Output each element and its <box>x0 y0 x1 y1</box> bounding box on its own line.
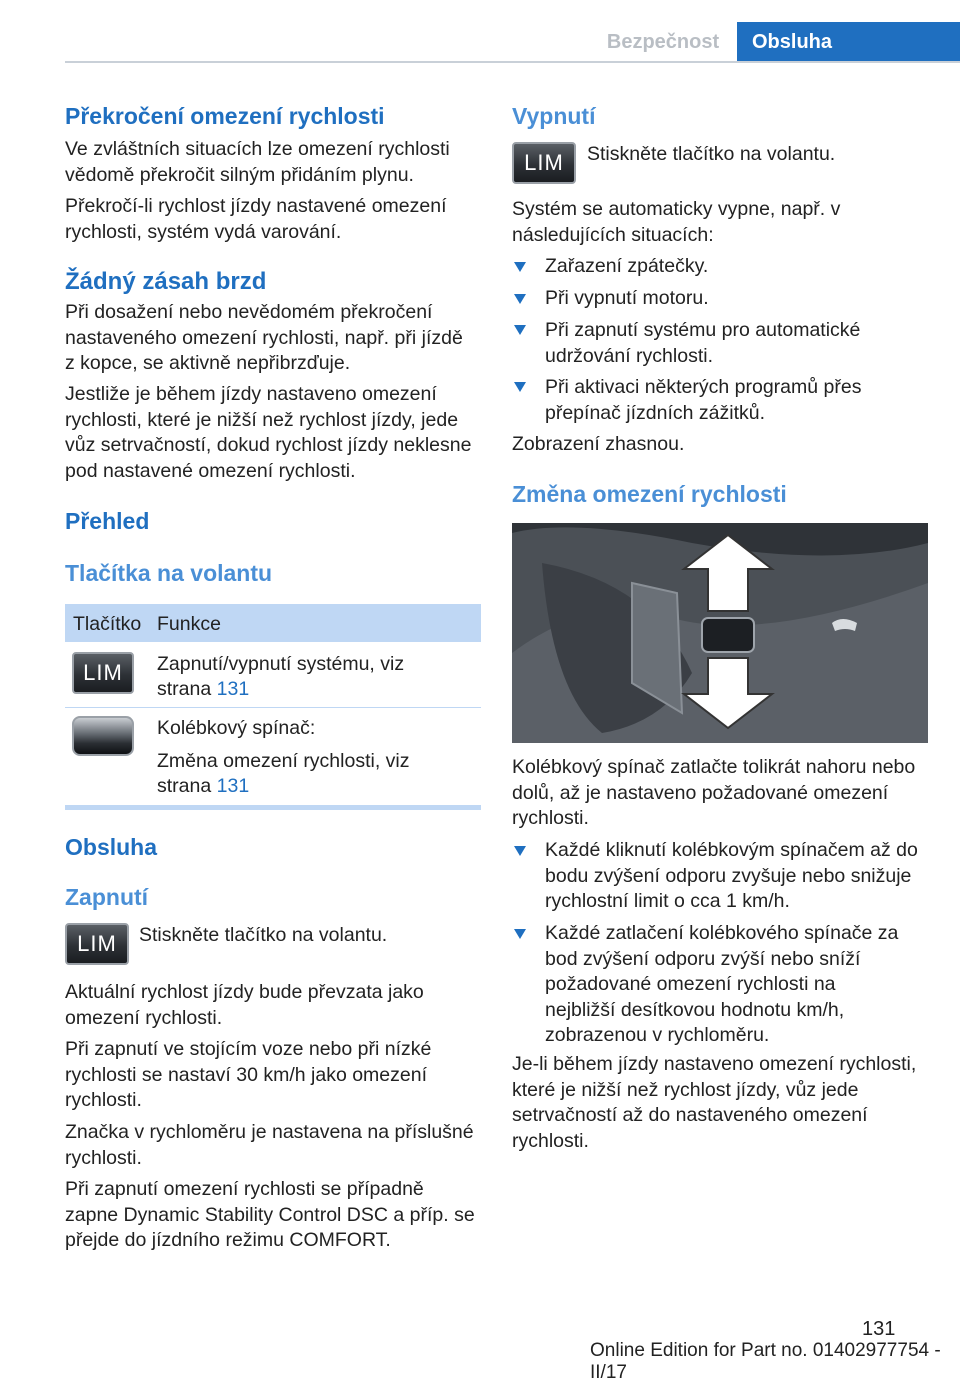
bullet-off-1: Zařazení zpátečky. <box>545 255 709 277</box>
page-link[interactable]: 131 <box>216 678 250 700</box>
heading-change-limit: Změna omezení rychlosti <box>512 481 787 507</box>
text-no-brake-2: Jestliže je během jízdy nastaveno omezení rychlosti, které je nižší než rychlost jízdy, jede vůz setrvačností, dokud rychlost jízdy neklesne pod nastavené omezení rychlosti. <box>65 383 472 482</box>
heading-no-brake: Žádný zásah brzd <box>65 268 267 295</box>
col-button: Tlačítko <box>73 613 142 635</box>
heading-overview: Přehled <box>65 508 150 534</box>
text-on-3: Značka v rychloměru je nastavena na příslušné rychlosti. <box>65 1121 474 1169</box>
row2-text: Změna omezení rychlosti, viz <box>157 750 410 772</box>
rocker-switch-icon <box>72 716 134 756</box>
heading-operation: Obsluha <box>65 834 158 860</box>
text-change-1: Kolébkový spínač zatlačte tolikrát nahoru nebo dolů, až je nastaveno požadované omezení rychlosti. <box>512 756 916 829</box>
text-off-1: Systém se automaticky vypne, např. v následujících situacích: <box>512 198 841 246</box>
bullet-icon <box>514 382 526 392</box>
bullet-icon <box>514 294 526 304</box>
header-divider <box>65 61 960 63</box>
bullet-off-4: Při aktivaci některých programů přes přepínač jízdních zážitků. <box>545 376 862 424</box>
text-press-button: Stiskněte tlačítko na volantu. <box>587 143 836 165</box>
text-on-2: Při zapnutí ve stojícím voze nebo při nízké rychlosti se nastaví 30 km/h jako omezení rychlosti. <box>65 1038 432 1111</box>
bullet-icon <box>514 325 526 335</box>
text-exceed-2: Překročí-li rychlost jízdy nastavené omezení rychlosti, systém vydá varování. <box>65 195 447 243</box>
row1-text: Zapnutí/vypnutí systému, viz <box>157 653 405 675</box>
lim-button-icon: LIM <box>72 652 134 694</box>
bullet-off-3: Při zapnutí systému pro automatické udržování rychlosti. <box>545 319 861 367</box>
col-function: Funkce <box>157 613 221 635</box>
tab-operation[interactable]: Obsluha <box>737 22 960 62</box>
heading-wheel-buttons: Tlačítka na volantu <box>65 560 273 586</box>
steering-wheel-image <box>512 523 928 743</box>
tab-safety[interactable]: Bezpečnost <box>606 31 720 53</box>
heading-switch-off: Vypnutí <box>512 103 596 129</box>
table-divider <box>65 707 481 708</box>
text-on-1: Aktuální rychlost jízdy bude převzata jako omezení rychlosti. <box>65 981 424 1029</box>
page-number: 131 <box>862 1318 896 1340</box>
table-header <box>65 604 481 642</box>
lim-button-icon: LIM <box>65 923 129 965</box>
bullet-off-2: Při vypnutí motoru. <box>545 287 709 309</box>
table-bottom-rule <box>65 805 481 810</box>
page-link[interactable]: 131 <box>216 775 250 797</box>
lim-button-icon: LIM <box>512 142 576 184</box>
bullet-change-1: Každé kliknutí kolébkovým spínačem až do bodu zvýšení odporu zvyšuje nebo snižuje rychlostní limit o cca 1 km/h. <box>545 839 918 912</box>
heading-exceed-limit: Překročení omezení rychlosti <box>65 103 385 129</box>
heading-switch-on: Zapnutí <box>65 884 149 910</box>
row2-page: strana 131 <box>157 775 250 797</box>
bullet-icon <box>514 262 526 272</box>
text-off-2: Zobrazení zhasnou. <box>512 433 685 455</box>
text-on-4: Při zapnutí omezení rychlosti se případně zapne Dynamic Stability Control DSC a příp. se přejde do jízdního režimu COMFORT. <box>65 1178 475 1251</box>
text-change-2: Je-li během jízdy nastaveno omezení rychlosti, které je nižší než rychlost jízdy, vůz jede setrvačností až do nastaveného omezení rychlosti. <box>512 1053 917 1152</box>
row1-page: strana 131 <box>157 678 250 700</box>
bullet-change-2: Každé zatlačení kolébkového spínače za bod zvýšení odporu zvýší nebo sníží požadované omezení rychlosti na nejbližší desítkovou hodnotu km/h, zobrazenou v rychloměru. <box>545 922 899 1046</box>
text-press-button: Stiskněte tlačítko na volantu. <box>139 924 388 946</box>
bullet-icon <box>514 846 526 856</box>
bullet-icon <box>514 929 526 939</box>
text-no-brake-1: Při dosažení nebo nevědomém překročení nastaveného omezení rychlosti, např. při jízdě z kopce, se aktivně nepřibrzďuje. <box>65 301 463 374</box>
text-exceed-1: Ve zvláštních situacích lze omezení rychlosti vědomě překročit silným přidáním plynu. <box>65 138 450 186</box>
row2-title: Kolébkový spínač: <box>157 717 316 739</box>
footer-edition: Online Edition for Part no. 01402977754 - II/17 <box>590 1340 941 1383</box>
